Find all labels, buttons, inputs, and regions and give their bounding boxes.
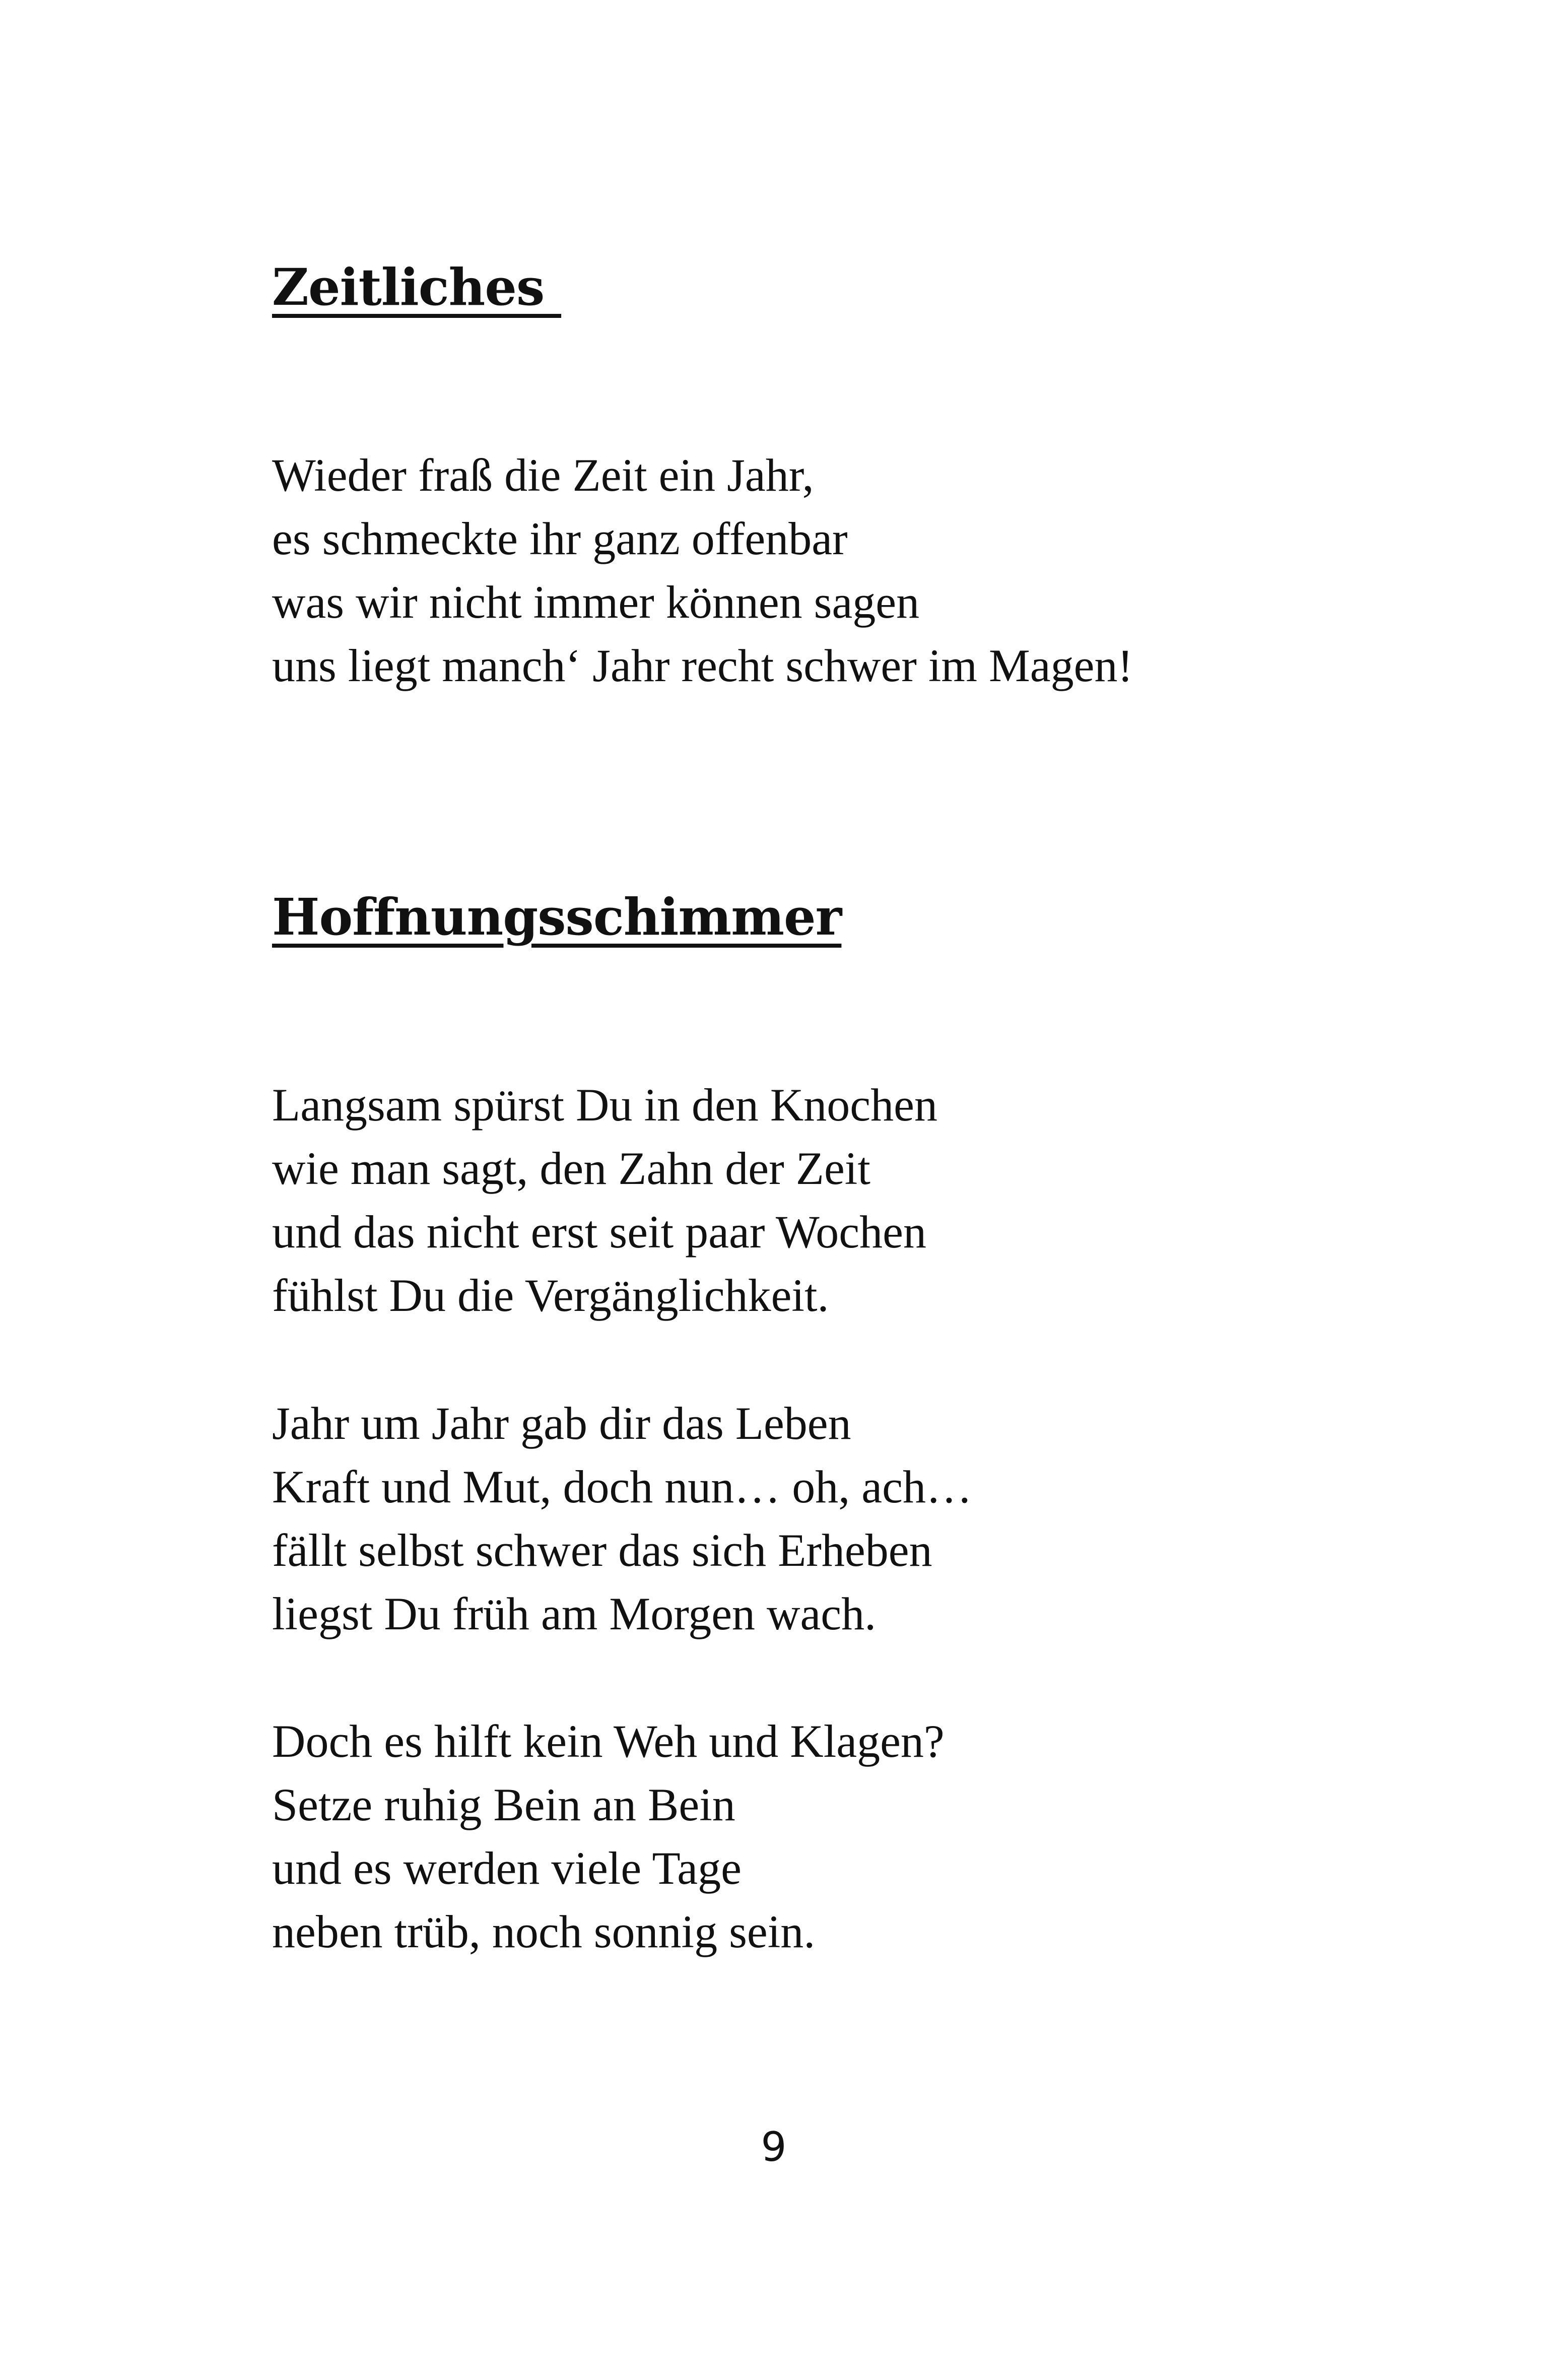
verse-line: Wieder fraß die Zeit ein Jahr, [272, 449, 814, 501]
verse-line: es schmeckte ihr ganz offenbar [272, 513, 848, 564]
verse-line: Langsam spürst Du in den Knochen [272, 1079, 937, 1131]
stanza-hoffnungsschimmer-1 [272, 1073, 937, 1327]
verse-line: uns liegt manch‘ Jahr recht schwer im Magen! [272, 640, 1133, 691]
verse-line: Doch es hilft kein Weh und Klagen? [272, 1715, 945, 1767]
verse-line: Setze ruhig Bein an Bein [272, 1779, 735, 1830]
verse-line: liegst Du früh am Morgen wach. [272, 1588, 877, 1639]
verse-line: fühlst Du die Vergänglichkeit. [272, 1270, 829, 1321]
verse-line: und das nicht erst seit paar Wochen [272, 1206, 926, 1258]
stanza-zeitliches-1 [272, 443, 1133, 697]
poem-title-hoffnungsschimmer: Hoffnungsschimmer [272, 887, 842, 947]
verse-line: Kraft und Mut, doch nun… oh, ach… [272, 1461, 972, 1512]
verse-line: was wir nicht immer können sagen [272, 576, 920, 628]
poem-title-zeitliches: Zeitliches [272, 257, 562, 317]
stanza-hoffnungsschimmer-3 [272, 1709, 945, 1963]
verse-line: wie man sagt, den Zahn der Zeit [272, 1143, 870, 1194]
verse-line: Jahr um Jahr gab dir das Leben [272, 1398, 851, 1449]
verse-line: neben trüb, noch sonnig sein. [272, 1906, 816, 1957]
page-number: 9 [761, 2124, 787, 2170]
stanza-hoffnungsschimmer-2 [272, 1392, 972, 1645]
verse-line: fällt selbst schwer das sich Erheben [272, 1525, 932, 1576]
verse-line: und es werden viele Tage [272, 1842, 742, 1894]
